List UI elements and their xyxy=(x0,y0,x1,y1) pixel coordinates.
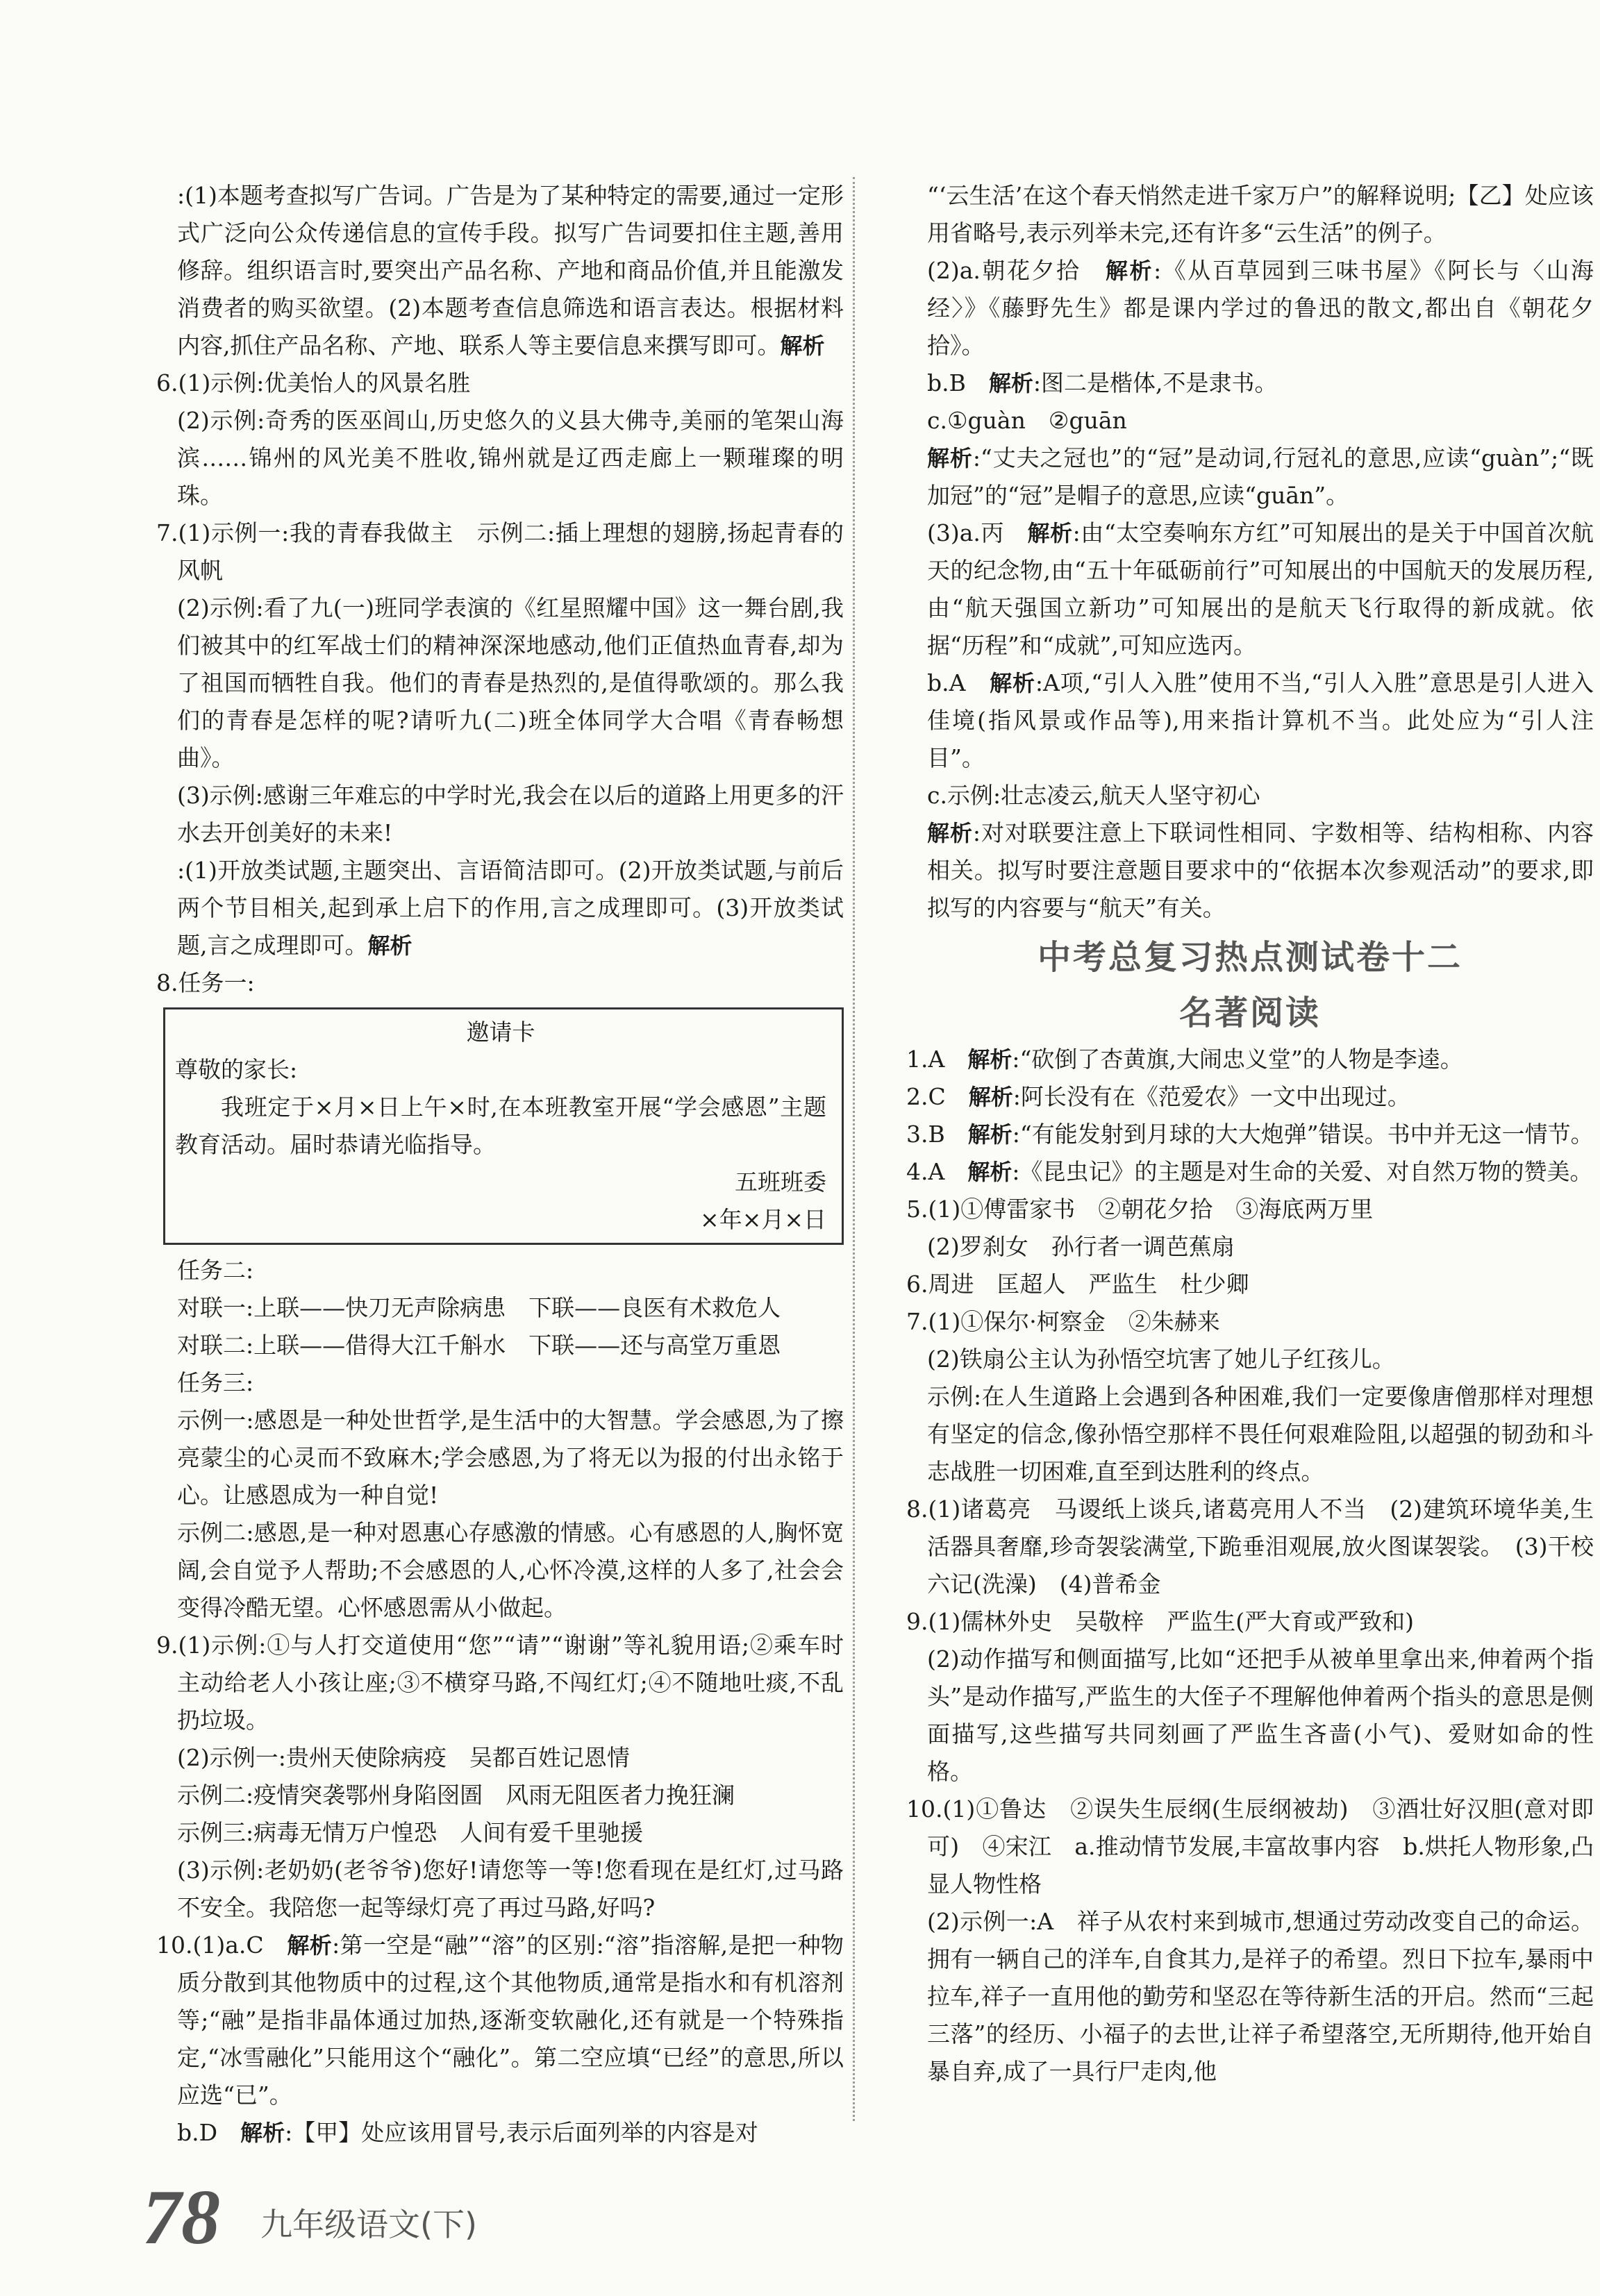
answer-paragraph xyxy=(906,1078,1594,1116)
answer-paragraph xyxy=(156,514,844,589)
answer-paragraph xyxy=(156,364,844,402)
right-paragraphs xyxy=(906,177,1594,927)
answer-paragraph xyxy=(156,2114,844,2152)
grade-label: 九年级语文(下) xyxy=(260,2206,477,2243)
answer-text: 8.(1)诸葛亮 马谡纸上谈兵,诸葛亮用人不当 (2)建筑环境华美,生活器具奢靡,珍奇袈裟满堂,下跪垂泪观展,放火图谋袈裟。 (3)干校六记(洗澡) (4)普希金 xyxy=(906,1495,1594,1598)
invitation-title: 邀请卡 xyxy=(466,1019,535,1046)
analysis-text: :对对联要注意上下联词性相同、字数相等、结构相称、内容相关。拟写时要注意题目要求中的“依据本次参观活动”的要求,即拟写的内容要与“航天”有关。 xyxy=(927,819,1594,921)
answer-paragraph xyxy=(156,964,844,1002)
answer-paragraph xyxy=(156,777,844,852)
answer-paragraph xyxy=(906,1116,1594,1153)
answer-text: 9.(1)示例:①与人打交道使用“您”“请”“谢谢”等礼貌用语;②乘车时主动给老人小孩让座;③不横穿马路,不闯红灯;④不随地吐痰,不乱扔垃圾。 xyxy=(156,1632,844,1734)
answer-paragraph xyxy=(156,177,844,364)
answer-text: (3)示例:老奶奶(老爷爷)您好!请您等一等!您看现在是红灯,过马路不安全。我陪您一起等绿灯亮了再过马路,好吗? xyxy=(177,1857,844,1921)
answer-text: (2)动作描写和侧面描写,比如“还把手从被单里拿出来,伸着两个指头”是动作描写,严监生的大侄子不理解他伸着两个指头的意思是侧面描写,这些描写共同刻画了严监生吝啬(小气)、爱财如命的性格。 xyxy=(927,1645,1594,1785)
column-divider xyxy=(853,177,855,2121)
answer-text: c.示例:壮志凌云,航天人坚守初心 xyxy=(927,782,1260,809)
answer-paragraph xyxy=(156,1739,844,1777)
answer-text: (3)a.丙 xyxy=(927,519,1028,546)
answer-text: (2)罗刹女 孙行者一调芭蕉扇 xyxy=(927,1233,1235,1260)
answer-text: 7.(1)①保尔·柯察金 ②朱赫来 xyxy=(906,1308,1220,1335)
invitation-body: 我班定于×月×日上午×时,在本班教室开展“学会感恩”主题教育活动。届时恭请光临指导。 xyxy=(175,1093,826,1158)
answer-text: (3)示例:感谢三年难忘的中学时光,我会在以后的道路上用更多的汗水去开创美好的未来! xyxy=(177,782,844,846)
answer-paragraph xyxy=(906,1228,1594,1266)
invitation-date: ×年×月×日 xyxy=(700,1206,826,1233)
analysis-text: :【甲】处应该用冒号,表示后面列举的内容是对 xyxy=(285,2119,758,2146)
analysis-text: :第一空是“融”“溶”的区别:“溶”指溶解,是把一种物质分散到其他物质中的过程,这个其他物质,通常是指水和有机溶剂等;“融”是指非晶体通过加热,逐渐变软融化,还有就是一个特殊指定,“冰雪融化”只能用这个“融化”。第二空应填“已经”的意思,所以应选“已”。 xyxy=(177,1932,844,2109)
answer-paragraph xyxy=(156,1627,844,1739)
answer-text: :(1)开放类试题,主题突出、言语简洁即可。(2)开放类试题,与前后两个节目相关,起到承上启下的作用,言之成理即可。(3)开放类试题,言之成理即可。 xyxy=(177,857,844,959)
analysis-label: 解析 xyxy=(927,445,973,471)
answer-text: b.B xyxy=(927,369,989,396)
answer-paragraph xyxy=(156,852,844,964)
answer-text: 2.C xyxy=(906,1083,969,1110)
analysis-text: :“有能发射到月球的大大炮弹”错误。书中并无这一情节。 xyxy=(1012,1121,1594,1148)
answer-paragraph xyxy=(906,1641,1594,1791)
analysis-label: 解析 xyxy=(990,670,1035,696)
answer-text: 10.(1)①鲁达 ②误失生辰纲(生辰纲被劫) ③酒壮好汉胆(意对即可) ④宋江 a.推动情节发展,丰富故事内容 b.烘托人物形象,凸显人物性格 xyxy=(906,1795,1594,1897)
answer-text: 对联二:上联——借得大江千斛水 下联——还与高堂万重恩 xyxy=(177,1332,781,1359)
answer-text: 3.B xyxy=(906,1121,968,1148)
answer-paragraph xyxy=(906,1491,1594,1603)
answer-text: 任务二: xyxy=(177,1257,254,1284)
answer-text: “‘云生活’在这个春天悄然走进千家万户”的解释说明;【乙】处应该用省略号,表示列举未完,还有许多“云生活”的例子。 xyxy=(927,182,1594,246)
answer-paragraph xyxy=(906,814,1594,927)
answer-text: 7.(1)示例一:我的青春我做主 示例二:插上理想的翅膀,扬起青春的风帆 xyxy=(156,519,844,584)
answer-paragraph xyxy=(156,402,844,514)
analysis-label: 解析 xyxy=(967,1159,1012,1185)
answer-paragraph xyxy=(906,777,1594,814)
answer-paragraph xyxy=(906,364,1594,402)
answer-paragraph xyxy=(156,1777,844,1814)
analysis-text: :阿长没有在《范爱农》一文中出现过。 xyxy=(1012,1083,1410,1110)
answer-paragraph xyxy=(906,1603,1594,1641)
analysis-text: :《昆虫记》的主题是对生命的关爱、对自然万物的赞美。 xyxy=(1012,1158,1593,1185)
analysis-text: :“砍倒了杏黄旗,大闹忠义堂”的人物是李逵。 xyxy=(1012,1046,1463,1073)
answer-paragraph xyxy=(156,1364,844,1402)
analysis-label: 解析 xyxy=(988,370,1033,396)
invitation-card xyxy=(163,1007,844,1245)
analysis-label: 解析 xyxy=(780,333,825,359)
analysis-label: 解析 xyxy=(1027,520,1073,546)
answer-text: 示例三:病毒无情万户惶恐 人间有爱千里驰援 xyxy=(177,1819,644,1846)
answer-text: (2)a.朝花夕拾 xyxy=(927,257,1106,284)
analysis-label: 解析 xyxy=(967,1046,1012,1073)
answer-text: (2)示例一:贵州天使除病疫 吴都百姓记恩情 xyxy=(177,1744,630,1771)
answer-paragraph xyxy=(906,1191,1594,1228)
answer-paragraph xyxy=(156,1402,844,1514)
answer-paragraph xyxy=(906,1266,1594,1303)
analysis-text: :《从百草园到三味书屋》《阿长与〈山海经〉》《藤野先生》都是课内学过的鲁迅的散文,都出自《朝花夕拾》。 xyxy=(927,257,1594,359)
answer-paragraph xyxy=(156,1927,844,2114)
answer-paragraph xyxy=(906,1041,1594,1078)
answer-text: (2)示例:奇秀的医巫闾山,历史悠久的义县大佛寺,美丽的笔架山海滨……锦州的风光美不胜收,锦州就是辽西走廊上一颗璀璨的明珠。 xyxy=(177,407,844,509)
answer-text: 示例:在人生道路上会遇到各种困难,我们一定要像唐僧那样对理想有坚定的信念,像孙悟空那样不畏任何艰难险阻,以超强的韧劲和斗志战胜一切困难,直至到达胜利的终点。 xyxy=(927,1383,1594,1485)
answer-paragraph xyxy=(906,664,1594,777)
answer-paragraph xyxy=(906,1153,1594,1191)
analysis-label: 解析 xyxy=(367,932,412,959)
answer-text: 8.任务一: xyxy=(156,969,255,996)
answer-text: 4.A xyxy=(906,1158,968,1185)
answer-paragraph xyxy=(156,1814,844,1852)
answer-paragraph xyxy=(156,1514,844,1627)
answer-paragraph xyxy=(156,1252,844,1289)
answer-text: 任务三: xyxy=(177,1369,254,1396)
answer-paragraph xyxy=(156,589,844,777)
answer-text: (2)示例:看了九(一)班同学表演的《红星照耀中国》这一舞台剧,我们被其中的红军战士们的精神深深地感动,他们正值热血青春,却为了祖国而牺牲自我。他们的青春是热烈的,是值得歌颂的。那么我们的青春是怎样的呢?请听九(二)班全体同学大合唱《青春畅想曲》。 xyxy=(177,594,844,771)
analysis-text: :由“太空奏响东方红”可知展出的是关于中国首次航天的纪念物,由“五十年砥砺前行”可知展出的中国航天的发展历程,由“航天强国立新功”可知展出的是航天飞行取得的新成就。依据“历程”和“成就”,可知应选丙。 xyxy=(927,519,1594,659)
answer-paragraph xyxy=(906,1303,1594,1341)
answer-text: b.D xyxy=(177,2119,241,2146)
answer-paragraph xyxy=(906,1903,1594,2090)
analysis-label: 解析 xyxy=(927,820,973,846)
answer-text: 示例一:感恩是一种处世哲学,是生活中的大智慧。学会感恩,为了擦亮蒙尘的心灵而不致麻木;学会感恩,为了将无以为报的付出永铭于心。让感恩成为一种自觉! xyxy=(177,1407,844,1509)
answer-text: 示例二:感恩,是一种对恩惠心存感激的情感。心有感恩的人,胸怀宽阔,会自觉予人帮助;不会感恩的人,心怀冷漠,这样的人多了,社会会变得冷酷无望。心怀感恩需从小做起。 xyxy=(177,1519,844,1621)
answer-text: (2)铁扇公主认为孙悟空坑害了她儿子红孩儿。 xyxy=(927,1346,1395,1373)
invitation-signer: 五班班委 xyxy=(735,1168,826,1196)
answer-text: 1.A xyxy=(906,1046,968,1073)
analysis-label: 解析 xyxy=(287,1932,333,1959)
answer-text: 对联一:上联——快刀无声除病患 下联——良医有术救危人 xyxy=(177,1294,781,1321)
left-paragraphs xyxy=(156,177,844,1002)
answer-text: 10.(1)a.C xyxy=(156,1932,288,1959)
analysis-text: :图二是楷体,不是隶书。 xyxy=(1033,369,1278,396)
answer-text: 5.(1)①傅雷家书 ②朝花夕拾 ③海底两万里 xyxy=(906,1196,1374,1223)
right-paragraphs-2 xyxy=(906,1041,1594,2090)
answer-paragraph xyxy=(906,439,1594,514)
left-column xyxy=(156,177,844,2152)
answer-paragraph xyxy=(906,514,1594,664)
answer-paragraph xyxy=(906,252,1594,364)
answer-paragraph xyxy=(906,402,1594,439)
answer-text: 6.(1)示例:优美怡人的风景名胜 xyxy=(156,369,471,396)
analysis-text: :“丈夫之冠也”的“冠”是动词,行冠礼的意思,应读“guàn”;“既加冠”的“冠”是帽子的意思,应读“guān”。 xyxy=(927,444,1594,509)
answer-text: 6.周进 匡超人 严监生 杜少卿 xyxy=(906,1271,1249,1298)
answer-text: :(1)本题考查拟写广告词。广告是为了某种特定的需要,通过一定形式广泛向公众传递信息的宣传手段。拟写广告词要扣住主题,善用修辞。组织语言时,要突出产品名称、产地和商品价值,并且能激发消费者的购买欲望。(2)本题考查信息筛选和语言表达。根据材料内容,抓住产品名称、产地、联系人等主要信息来撰写即可。 xyxy=(177,182,844,359)
section-subtitle: 名著阅读 xyxy=(1178,994,1321,1032)
page-number: 78 xyxy=(142,2175,220,2261)
analysis-label: 解析 xyxy=(968,1084,1013,1110)
answer-paragraph xyxy=(156,1327,844,1364)
answer-text: b.A xyxy=(927,669,990,696)
analysis-label: 解析 xyxy=(967,1121,1012,1148)
answer-paragraph xyxy=(156,1852,844,1927)
analysis-label: 解析 xyxy=(1106,258,1154,284)
answer-paragraph xyxy=(906,1378,1594,1491)
right-column xyxy=(906,177,1594,2090)
answer-text: 示例二:疫情突袭鄂州身陷囹圄 风雨无阻医者力挽狂澜 xyxy=(177,1782,735,1809)
answer-paragraph xyxy=(906,1791,1594,1903)
analysis-label: 解析 xyxy=(240,2120,285,2146)
answer-text: (2)示例一:A 祥子从农村来到城市,想通过劳动改变自己的命运。拥有一辆自己的洋车,自食其力,是祥子的希望。烈日下拉车,暴雨中拉车,祥子一直用他的勤劳和坚忍在等待新生活的开启。然而“三起三落”的经历、小福子的去世,让祥子希望落空,无所期待,他开始自暴自弃,成了一具行尸走肉,他 xyxy=(927,1908,1594,2085)
answer-paragraph xyxy=(906,1341,1594,1378)
analysis-text: :A项,“引人入胜”使用不当,“引人入胜”意思是引人进入佳境(指风景或作品等),用来指计算机不当。此处应为“引人注目”。 xyxy=(927,669,1594,771)
answer-paragraph xyxy=(156,1289,844,1327)
answer-paragraph xyxy=(906,177,1594,252)
section-title: 中考总复习热点测试卷十二 xyxy=(1037,938,1462,977)
left-paragraphs-2 xyxy=(156,1252,844,2152)
answer-text: c.①guàn ②guān xyxy=(927,407,1127,434)
invitation-greeting: 尊敬的家长: xyxy=(175,1056,298,1083)
answer-text: 9.(1)儒林外史 吴敬梓 严监生(严大育或严致和) xyxy=(906,1608,1414,1635)
